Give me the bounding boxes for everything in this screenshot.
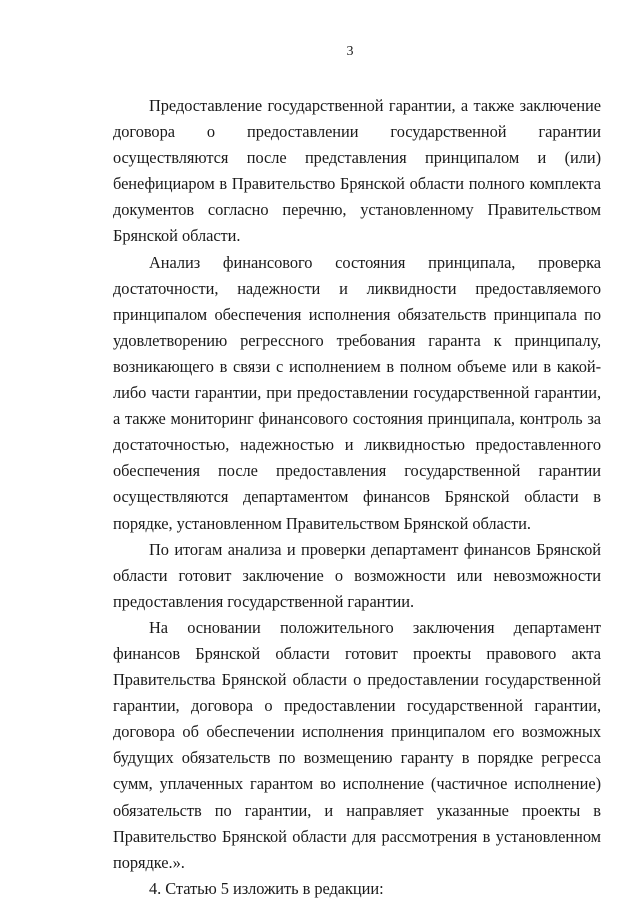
- paragraph-article-5: 4. Статью 5 изложить в редакции:: [149, 878, 384, 898]
- paragraph-guarantee-provision: Предоставление государственной гарантии, а также заключение договора о предоставлении государственной гарантии осуществляются после представления принципалом и (или) бенефициаром в Правительство Брянской области полного комплекта документов согласно перечню, установленному Правительством Брянской области.: [113, 96, 601, 246]
- paragraph-financial-analysis: Анализ финансового состояния принципала, проверка достаточности, надежности и ликвидности предоставляемого принципалом обеспечения исполнения обязательств принципала по удовлетворению регрессного требования гаранта к принципалу, возникающего в связи с исполнением в полном объеме или в какой-либо части гарантии, при предоставлении государственной гарантии, а также мониторинг финансового состояния принципала, контроль за достаточностью, надежностью и ликвидностью предоставленного обеспечения после предоставления государственной гарантии осуществляются департаментом финансов Брянской области в порядке, установленном Правительством Брянской области.: [113, 252, 601, 533]
- paragraph-draft-acts: На основании положительного заключения департамент финансов Брянской области готовит проекты правового акта Правительства Брянской области о предоставлении государственной гарантии, договора о предоставлении государственной гарантии, договора об обеспечении исполнения принципалом его возможных будущих обязательств по возмещению гаранту в порядке регресса сумм, уплаченных гарантом во исполнение (частичное исполнение) обязательств по гарантии, и направляет указанные проекты в Правительство Брянской области для рассмотрения в установленном порядке.».: [113, 617, 601, 872]
- document-body: [113, 93, 601, 902]
- page-number: 3: [346, 44, 354, 59]
- paragraph-conclusion: По итогам анализа и проверки департамент финансов Брянской области готовит заключение о возможности или невозможности предоставления государственной гарантии.: [113, 539, 601, 611]
